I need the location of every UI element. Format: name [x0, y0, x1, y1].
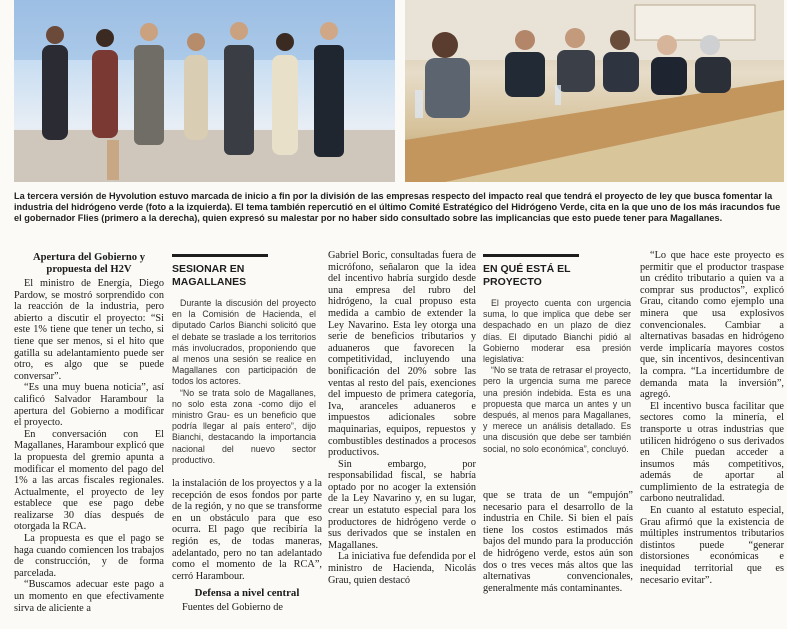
article-column-3: [328, 250, 476, 586]
sidebar-box-sesionar: [172, 250, 316, 466]
paragraph: La iniciativa fue defendida por el ministro de Hacienda, Nicolás Grau, quien destacó: [328, 551, 476, 586]
paragraph: “Es una muy buena noticia”, así calificó Salvador Harambour la apertura del Gobierno a modificar el proyecto.: [14, 382, 164, 429]
paragraph: “Lo que hace este proyecto es permitir que el productor traspase un crédito tributario a quien va a comprar sus productos”, explicó Grau, citando como ejemplo una minera que usa explosivos convencionales. Cambiar a alternativas basadas en hidrógeno verde implicaría mayores costos que, sin incentivos, desincentivan la compra. “La incertidumbre de demanda mata la inversión”, agregó.: [640, 250, 784, 401]
article-column-5: [640, 250, 784, 586]
box-title-en-que-esta: EN QUÉ ESTÁ EL PROYECTO: [483, 254, 579, 288]
paragraph: “Buscamos adecuar este pago a un momento en que efectivamente sirva de aliciente a: [14, 579, 164, 614]
paragraph: En cuanto al estatuto especial, Grau afirmó que la existencia de múltiples instrumentos tributarios distintos puede “generar distorsiones económicas e inequidad territorial que es necesario evitar”.: [640, 505, 784, 586]
paragraph: que se trata de un “empujón” necesario para el desarrollo de la industria en Chile. Si bien el país tiene los costos estimados más bajos del mundo para la producción de hidrógeno verde, estos aún son dos o tres veces más altos que las alternativas convencionales, generalmente más contaminantes.: [483, 490, 633, 594]
article-column-1: [14, 250, 164, 614]
paragraph: Fuentes del Gobierno de: [182, 601, 283, 613]
photo-committee-meeting: [405, 0, 784, 182]
box-paragraph: “No se trata solo de Magallanes, no solo esta zona -como dijo el ministro Grau- es un beneficio que podría llegar al país entero”, dijo Bianchi, destacando la importancia nacional del nuevo sector productivo.: [172, 387, 316, 465]
photo-hyvolution-panel: [14, 0, 395, 182]
sidebar-box-en-que-esta: [483, 250, 631, 455]
paragraph: Gabriel Boric, consultadas fuera de micrófono, señalaron que la idea del incentivo habría surgido desde una empresa del rubro del hidrógeno, la cual propuso esta medida a cambio de extender la Ley Navarino. Esta ley otorga una serie de beneficios tributarios y aduaneros que favorecen la competitividad, incluyendo una bonificación del 20% sobre las ventas al resto del país, exenciones del impuesto de primera categoría, Iva, aranceles aduaneros e impuestos adicionales sobre maquinarias, equipos, repuestos y combustibles destinados a procesos productivos.: [328, 250, 476, 459]
box-paragraph: Durante la discusión del proyecto en la Comisión de Hacienda, el diputado Carlos Bianchi solicitó que el debate se traslade a los territorios más involucrados, proponiendo que al menos una sesión se realice en Magallanes con participación de todos los actores.: [172, 298, 316, 387]
section-heading-apertura: Apertura del Gobierno y propuesta del H2V: [32, 252, 146, 275]
paragraph: El ministro de Energía, Diego Pardow, se mostró sorprendido con la reacción de la industria, pero abierto a discutir el proyecto: “Si este 1% tiene que tener un techo, si tiene que ser menos, si el hito que gatilla su adelantamiento puede ser otro, es algo que se puede conversar”.: [14, 278, 164, 382]
meeting-illustration: [405, 0, 784, 182]
box-paragraph: El proyecto cuenta con urgencia suma, lo que implica que debe ser despachado en un plazo de diez días. El diputado Bianchi pidió al Gobierno moderar esa presión legislativa:: [483, 298, 631, 365]
box-paragraph: “No se trata de retrasar el proyecto, pero la urgencia suma me parece una presión indebida. Esta es una propuesta que marca un antes y un después, al menos para Magallanes, y merece un análisis detallado. Es una discusión que debe ser también social, no solo económica”, concluyó.: [483, 365, 631, 454]
paragraph: Sin embargo, por responsabilidad fiscal, se habría optado por no acoger la extensión de la Ley Navarino y, en su lugar, crear un estatuto especial para los productores de hidrógeno verde o sus derivados que se instalen en Magallanes.: [328, 458, 476, 551]
panel-people-illustration: [14, 0, 395, 182]
subheading-defensa: Defensa a nivel central: [194, 587, 300, 600]
article-column-2: [172, 478, 322, 614]
article-column-4: [483, 490, 633, 594]
photo-caption: La tercera versión de Hyvolution estuvo marcada de inicio a fin por la división de las empresas respecto del impacto real que tendrá el proyecto de ley que busca fomentar la industria del hidrógeno verde (foto a la izquierda). El tema también repercutió en el último Comité Estratégico del Hidrógeno Verde, cita en la que uno de los más iracundos fue el gobernador Flies (primero a la derecha), quien expresó su malestar por no haber sido consultado sobre las implicancias que esto puede tener para Magallanes.: [14, 191, 781, 224]
paragraph: El incentivo busca facilitar que sectores como la minería, el transporte u otras industrias que utilicen hidrógeno o sus derivados en Chile puedan acceder a insumos más competitivos, además de aportar al cumplimiento de la estrategia de carbono neutralidad.: [640, 400, 784, 505]
paragraph: La propuesta es que el pago se haga cuando comiencen los trabajos de construcción, y de forma parcelada.: [14, 533, 164, 579]
paragraph: la instalación de los proyectos y a la recepción de esos fondos por parte de la región, y no que se transforme en un obstáculo para que eso ocurra. El pago que recibiría la región es, de todas maneras, adelantado, pero no tan adelantado como el momento de la RCA”, cerró Harambour.: [172, 478, 322, 582]
box-title-sesionar: SESIONAR EN MAGALLANES: [172, 254, 268, 288]
paragraph: En conversación con El Magallanes, Harambour explicó que la propuesta del gremio apunta a modificar el momento del pago del 1% a las arcas fiscales regionales. Actualmente, el proyecto de ley establece que ese pago debe realizarse 30 días después de otorgada la RCA.: [14, 428, 164, 533]
